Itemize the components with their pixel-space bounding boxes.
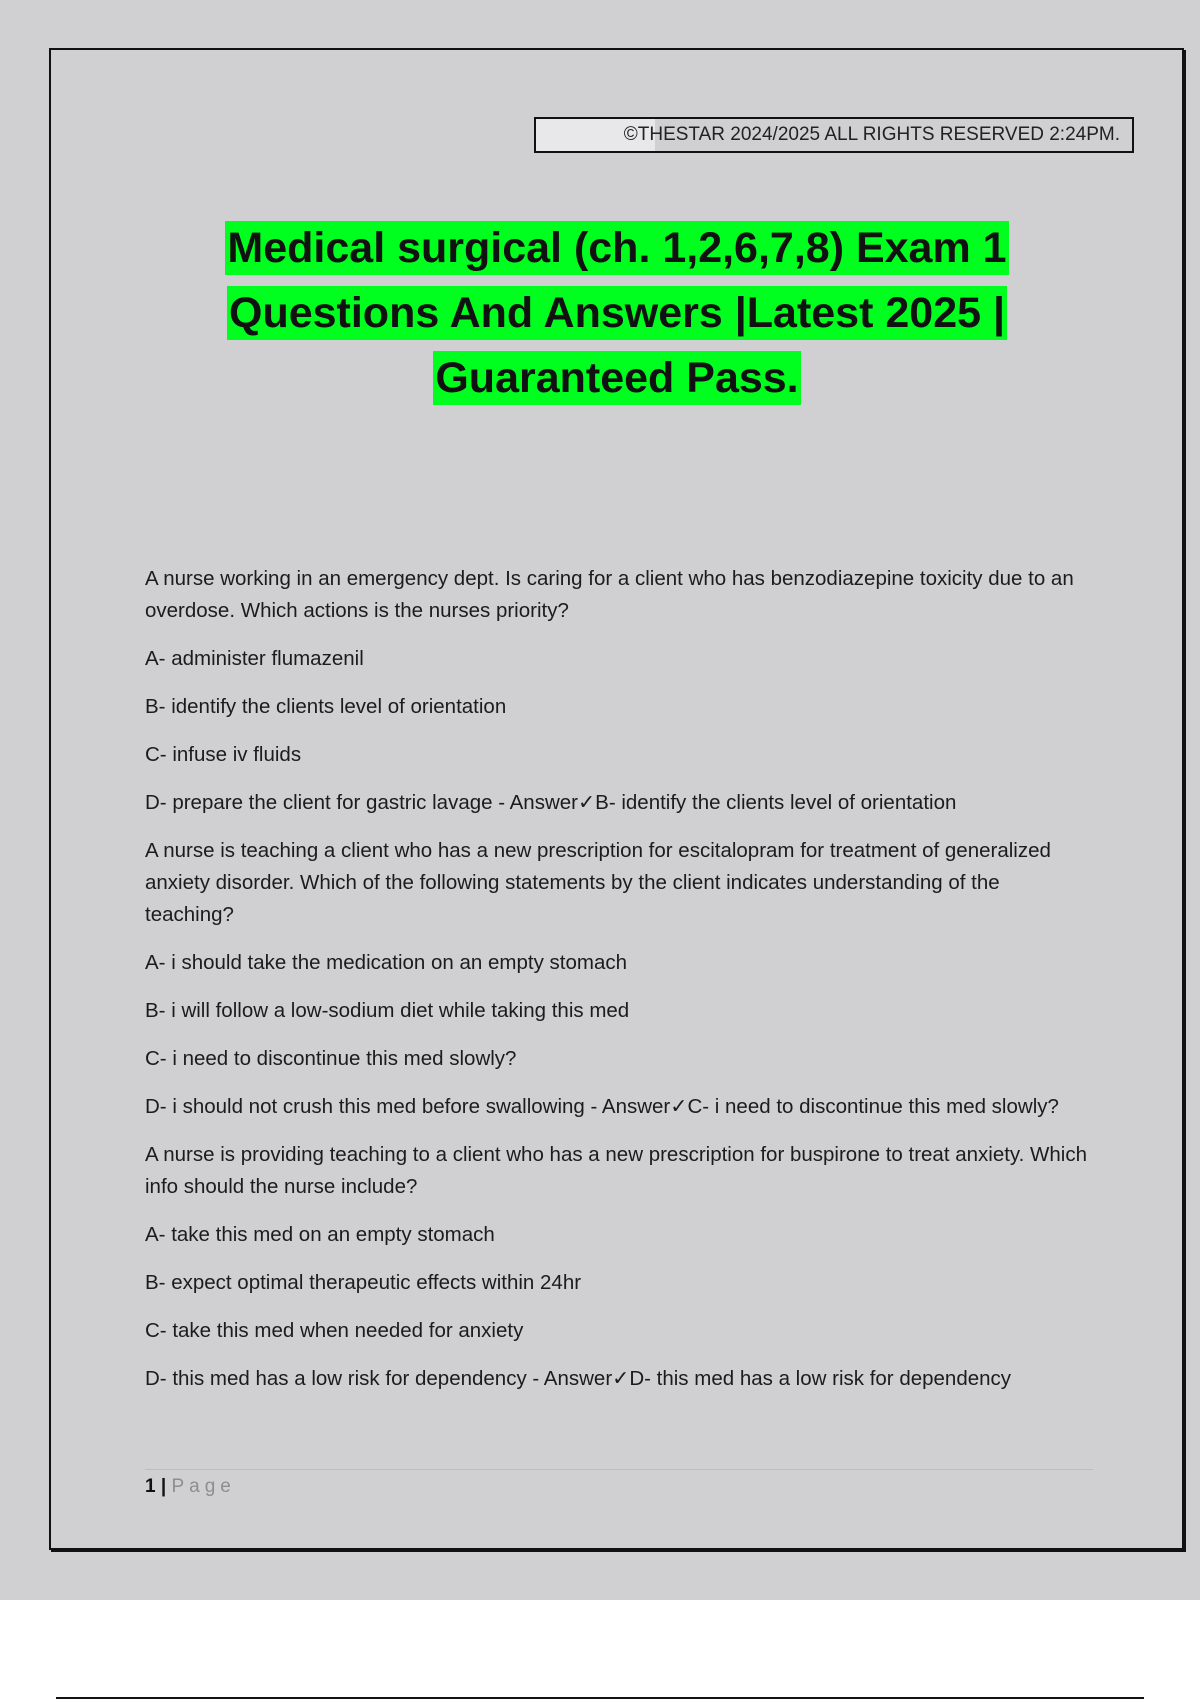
- page-word: Page: [171, 1476, 236, 1497]
- question-1-option-d-answer: D- prepare the client for gastric lavage - Answer✓B- identify the clients level of orientation: [145, 791, 957, 814]
- question-3-option-b: B- expect optimal therapeutic effects within 24hr: [145, 1271, 582, 1294]
- question-3-option-d-answer: D- this med has a low risk for dependency - Answer✓D- this med has a low risk for dependency: [145, 1367, 1012, 1390]
- bottom-divider: [56, 1697, 1144, 1699]
- question-stem-2: A nurse is teaching a client who has a new prescription for escitalopram for treatment of generalized anxiety disorder. Which of the following statements by the client indicates understanding of the teaching?: [145, 839, 1051, 926]
- question-list: [145, 563, 1090, 1411]
- footer-divider: [145, 1469, 1093, 1470]
- question-2-option-b: B- i will follow a low-sodium diet while taking this med: [145, 999, 630, 1022]
- page-number: 1: [145, 1476, 156, 1497]
- question-3-option-a: A- take this med on an empty stomach: [145, 1223, 495, 1246]
- question-1-option-b: B- identify the clients level of orientation: [145, 695, 507, 718]
- title-line-1: Medical surgical (ch. 1,2,6,7,8) Exam 1: [225, 221, 1008, 275]
- question-stem-3: A nurse is providing teaching to a client who has a new prescription for buspirone to treat anxiety. Which info should the nurse include?: [145, 1143, 1087, 1198]
- question-stem-1: A nurse working in an emergency dept. Is caring for a client who has benzodiazepine toxicity due to an overdose. Which actions is the nurses priority?: [145, 567, 1074, 622]
- page-separator: |: [160, 1476, 167, 1497]
- title-line-3: Guaranteed Pass.: [433, 351, 800, 405]
- question-2-option-d-answer: D- i should not crush this med before swallowing - Answer✓C- i need to discontinue this med slowly?: [145, 1095, 1059, 1118]
- page-number-footer: [145, 1474, 236, 1500]
- title-line-2: Questions And Answers |Latest 2025 |: [227, 286, 1007, 340]
- question-1-option-c: C- infuse iv fluids: [145, 743, 302, 766]
- question-3-option-c: C- take this med when needed for anxiety: [145, 1319, 524, 1342]
- document-title: [150, 216, 1084, 411]
- question-1-option-a: A- administer flumazenil: [145, 647, 364, 670]
- question-2-option-a: A- i should take the medication on an empty stomach: [145, 951, 628, 974]
- copyright-notice: ©THESTAR 2024/2025 ALL RIGHTS RESERVED 2:24PM.: [534, 117, 1134, 153]
- question-2-option-c: C- i need to discontinue this med slowly?: [145, 1047, 517, 1070]
